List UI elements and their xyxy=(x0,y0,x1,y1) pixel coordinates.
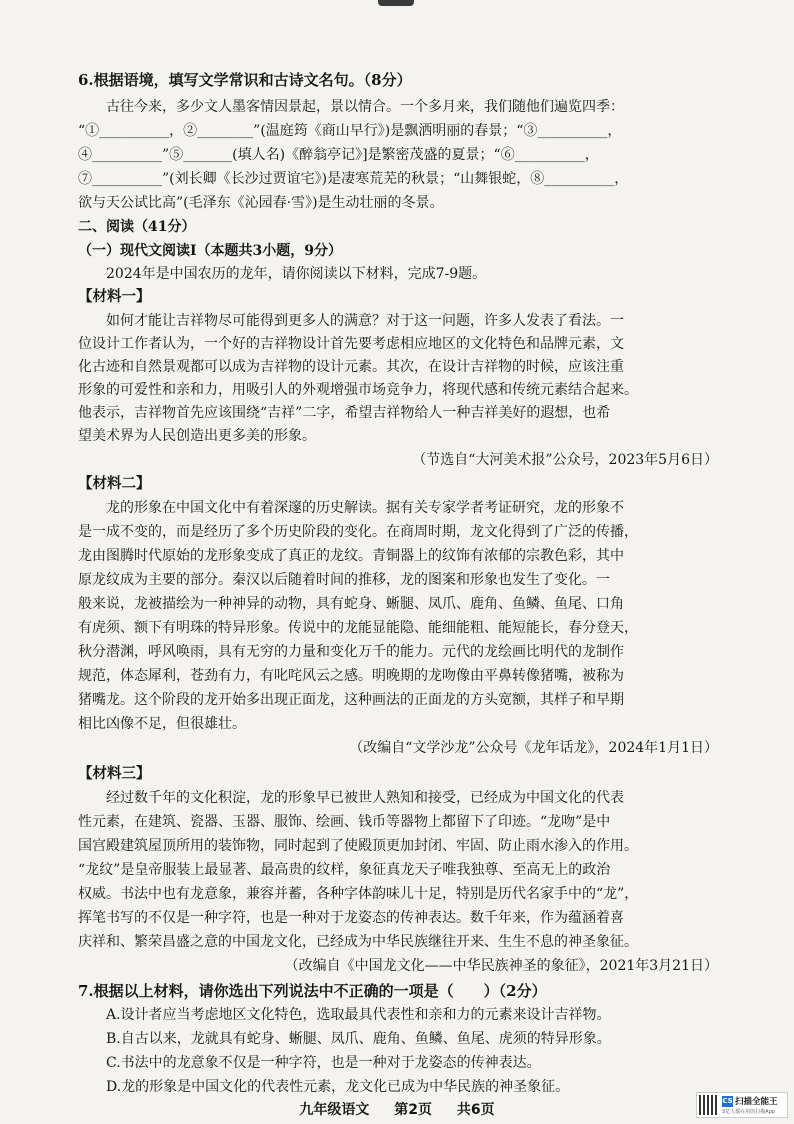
page-footer xyxy=(0,1099,794,1119)
material-3-source: （改编自《中国龙文化——中华民族神圣的象征》，2021年3月21日） xyxy=(284,958,718,974)
material-1-label: 【材料一】 xyxy=(78,289,151,305)
m3-line: “龙纹”是皇帝服装上最显著、最高贵的纹样，象征真龙天子唯我独尊、至高无上的政治 xyxy=(78,862,611,878)
scanner-badge xyxy=(696,1092,788,1118)
m2-line: 有虎须、额下有明珠的特异形象。传说中的龙能显能隐、能细能粗、能短能长，春分登天， xyxy=(78,620,638,636)
m1-line: 望美术界为人民创造出更多美的形象。 xyxy=(78,428,316,444)
m1-line: 位设计工作者认为，一个好的吉祥物设计首先要考虑相应地区的文化特色和品牌元素，文 xyxy=(78,336,624,352)
m3-line: 性元素，在建筑、瓷器、玉器、服饰、绘画、钱币等器物上都留下了印迹。“龙吻”是中 xyxy=(78,814,611,830)
footer-page: 第2页 xyxy=(394,1102,432,1118)
m1-line: 如何才能让吉祥物尽可能得到更多人的满意？对于这一问题，许多人发表了看法。一 xyxy=(106,313,624,329)
camscanner-logo-icon: CS xyxy=(722,1097,733,1105)
material-2-source: （改编自“文学沙龙”公众号《龙年话龙》，2024年1月1日） xyxy=(349,740,718,756)
q7-option-b: B.自古以来，龙就具有蛇身、蜥腿、凤爪、鹿角、鱼鳞、鱼尾、虎须的特异形象。 xyxy=(106,1031,611,1047)
section-subtitle: （一）现代文阅读Ⅰ（本题共3小题，9分） xyxy=(78,243,343,259)
m2-line: 相比凶像不足，但很雄壮。 xyxy=(78,716,246,732)
q6-line: ④__________”⑤_______(填人名)《醉翁亭记》]是繁密茂盛的夏景；“⑥__________， xyxy=(78,147,599,163)
section-intro: 2024年是中国农历的龙年，请你阅读以下材料，完成7-9题。 xyxy=(106,266,487,282)
m2-line: 规范，体态犀利，苍劲有力，有叱咤风云之感。明晚期的龙吻像由平鼻转像猪嘴，被称为 xyxy=(78,668,624,684)
q6-line: ⑦__________”(刘长卿《长沙过贾谊宅》)是凄寒荒芜的秋景；“山舞银蛇，⑧__________， xyxy=(78,171,629,187)
qr-code-icon xyxy=(699,1095,719,1115)
m1-line: 形象的可爱性和亲和力，用吸引人的外观增强市场竞争力，将现代感和传统元素结合起来。 xyxy=(78,382,638,398)
q6-line: 欲与天公试比高”(毛泽东《沁园春·雪》)是生动壮丽的冬景。 xyxy=(78,195,444,211)
m2-line: 龙的形象在中国文化中有着深邃的历史解读。据有关专家学者考证研究，龙的形象不 xyxy=(106,500,624,516)
footer-grade: 九年级语文 xyxy=(299,1102,370,1118)
m2-line: 龙由图腾时代原始的龙形象变成了真正的龙纹。青铜器上的纹饰有浓郁的宗教色彩，其中 xyxy=(78,548,624,564)
m2-line: 般来说，龙被描绘为一种神异的动物，具有蛇身、蜥腿、凤爪、鹿角、鱼鳞、鱼尾、口角 xyxy=(78,596,624,612)
material-1-source: （节选自“大河美术报”公众号，2023年5月6日） xyxy=(412,452,718,468)
m3-line: 庆祥和、繁荣昌盛之意的中国龙文化，已经成为中华民族继往开来、生生不息的神圣象征。 xyxy=(78,934,638,950)
q7-option-d: D.龙的形象是中国文化的代表性元素，龙文化已成为中华民族的神圣象征。 xyxy=(106,1079,570,1095)
material-3-label: 【材料三】 xyxy=(78,766,151,782)
material-2-label: 【材料二】 xyxy=(78,476,151,492)
m2-line: 是一成不变的，而是经历了多个历史阶段的变化。在商周时期，龙文化得到了广泛的传播， xyxy=(78,524,638,540)
badge-name: 扫描全能王 xyxy=(735,1097,778,1107)
footer-total: 共6页 xyxy=(456,1102,495,1118)
q7-option-c: C.书法中的龙意象不仅是一种字符，也是一种对于龙姿态的传神表达。 xyxy=(106,1055,541,1071)
m2-line: 秋分潜渊，呼风唤雨，具有无穷的力量和变化万千的能力。元代的龙绘画比明代的龙制作 xyxy=(78,644,624,660)
m2-line: 原龙纹成为主要的部分。秦汉以后随着时间的推移，龙的图案和形象也发生了变化。一 xyxy=(78,572,610,588)
m1-line: 化古迹和自然景观都可以成为吉祥物的设计元素。其次，在设计吉祥物的时候，应该注重 xyxy=(78,359,624,375)
m1-line: 他表示，吉祥物首先应该围绕“吉祥”二字，希望吉祥物给人一种吉祥美好的遐想，也希 xyxy=(78,405,611,421)
punch-mark xyxy=(378,0,414,6)
m3-line: 经过数千年的文化积淀，龙的形象早已被世人熟知和接受，已经成为中国文化的代表 xyxy=(106,790,624,806)
m3-line: 挥笔书写的不仅是一种字符，也是一种对于龙姿态的传神表达。数千年来，作为蕴涵着喜 xyxy=(78,910,624,926)
m2-line: 猪嘴龙。这个阶段的龙开始多出现正面龙，这种画法的正面龙的方头宽额，其样子和早期 xyxy=(78,692,624,708)
q6-line: 古往今来，多少文人墨客情因景起，景以情合。一个多月来，我们随他们遍览四季： xyxy=(106,99,624,115)
question-6-title: 6.根据语境，填写文学常识和古诗文名句。（8分） xyxy=(78,71,412,89)
q6-line: “①__________，②________”(温庭筠《商山早行》)是飘洒明丽的春景；“③__________， xyxy=(78,123,622,139)
q7-option-a: A.设计者应当考虑地区文化特色，选取最具代表性和亲和力的元素来设计吉祥物。 xyxy=(106,1007,611,1023)
m3-line: 国宫殿建筑屋顶所用的装饰物，同时起到了使殿顶更加封闭、牢固、防止雨水渗入的作用。 xyxy=(78,838,638,854)
m3-line: 权威。书法中也有龙意象，兼容并蓄，各种字体韵味儿十足，特别是历代名家手中的“龙”， xyxy=(78,886,639,902)
badge-subtitle: 3亿人都在用的扫描App xyxy=(722,1109,775,1115)
question-7-title: 7.根据以上材料，请你选出下列说法中不正确的一项是（ ）（2分） xyxy=(78,982,547,1000)
section-title: 二、阅读（41分） xyxy=(78,219,196,235)
